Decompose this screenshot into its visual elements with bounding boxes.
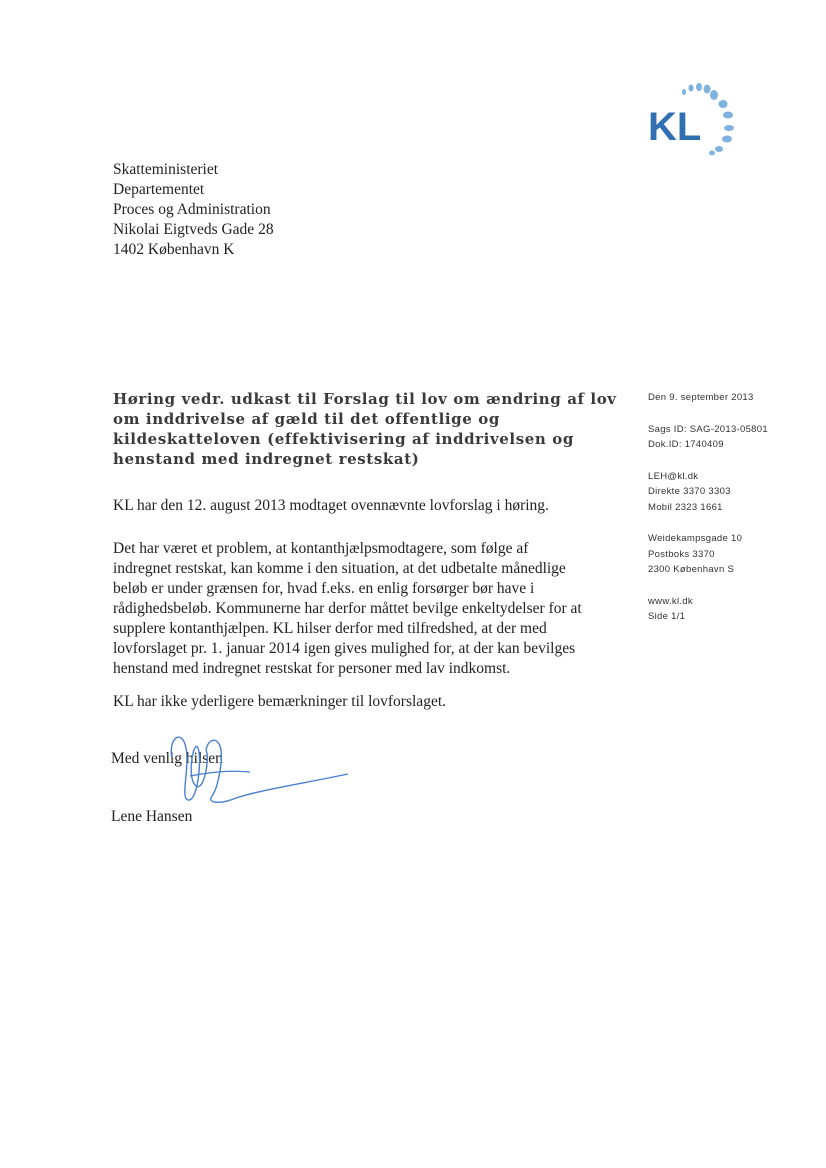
recipient-line: Nikolai Eigtveds Gade 28	[113, 221, 274, 238]
recipient-line: Departementet	[113, 181, 205, 198]
paragraph-3	[113, 692, 623, 712]
subject-line: kildeskatteloven (effektivisering af inddrivelsen og	[113, 430, 574, 448]
paragraph-line: KL har den 12. august 2013 modtaget ovennævnte lovforslag i høring.	[113, 497, 549, 514]
recipient-line: Skatteministeriet	[113, 161, 219, 178]
paragraph-line: rådighedsbeløb. Kommunerne har derfor måttet bevilge enkeltydelser for at	[113, 600, 582, 617]
sender-sidebar	[648, 390, 818, 625]
sags-id: Sags ID: SAG-2013-05801	[648, 423, 768, 435]
handwritten-signature	[150, 718, 360, 818]
subject-line: om inddrivelse af gæld til det offentlige og	[113, 410, 500, 428]
subject-line: Høring vedr. udkast til Forslag til lov om ændring af lov	[113, 390, 617, 408]
dok-id: Dok.ID: 1740409	[648, 439, 724, 450]
paragraph-1	[113, 496, 623, 516]
kl-logo	[644, 80, 740, 160]
sender-direct-phone: Direkte 3370 3303	[648, 486, 731, 497]
paragraph-line: beløb er under grænsen for, hvad f.eks. en enlig forsørger bør have i	[113, 580, 535, 597]
subject-line: henstand med indregnet restskat)	[113, 450, 420, 468]
sender-email: LEH@kl.dk	[648, 470, 699, 482]
sender-mobile: Mobil 2323 1661	[648, 501, 723, 513]
recipient-line: Proces og Administration	[113, 201, 271, 218]
paragraph-line: henstand med indregnet restskat for personer med lav indkomst.	[113, 660, 511, 677]
letter-subject	[113, 389, 617, 469]
logo-text: KL	[648, 105, 702, 149]
paragraph-line: indregnet restskat, kan komme i den situation, at det udbetalte månedlige	[113, 560, 566, 577]
address-street: Weidekampsgade 10	[648, 533, 743, 544]
address-pobox: Postboks 3370	[648, 548, 715, 560]
paragraph-2	[113, 539, 623, 679]
paragraph-line: Det har været et problem, at kontanthjælpsmodtagere, som følge af	[113, 540, 529, 557]
recipient-address	[113, 160, 274, 260]
page-number: Side 1/1	[648, 611, 686, 622]
recipient-line: 1402 København K	[113, 241, 235, 258]
letter-date: Den 9. september 2013	[648, 392, 754, 403]
paragraph-line: KL har ikke yderligere bemærkninger til lovforslaget.	[113, 693, 447, 710]
signatory-name: Lene Hansen	[111, 808, 193, 825]
paragraph-line: supplere kontanthjælpen. KL hilser derfor med tilfredshed, at der med	[113, 620, 547, 637]
paragraph-line: lovforslaget pr. 1. januar 2014 igen gives mulighed for, at der kan bevilges	[113, 640, 576, 657]
closing-greeting: Med venlig hilsen	[111, 750, 223, 767]
website: www.kl.dk	[648, 595, 693, 607]
address-city: 2300 København S	[648, 564, 735, 575]
